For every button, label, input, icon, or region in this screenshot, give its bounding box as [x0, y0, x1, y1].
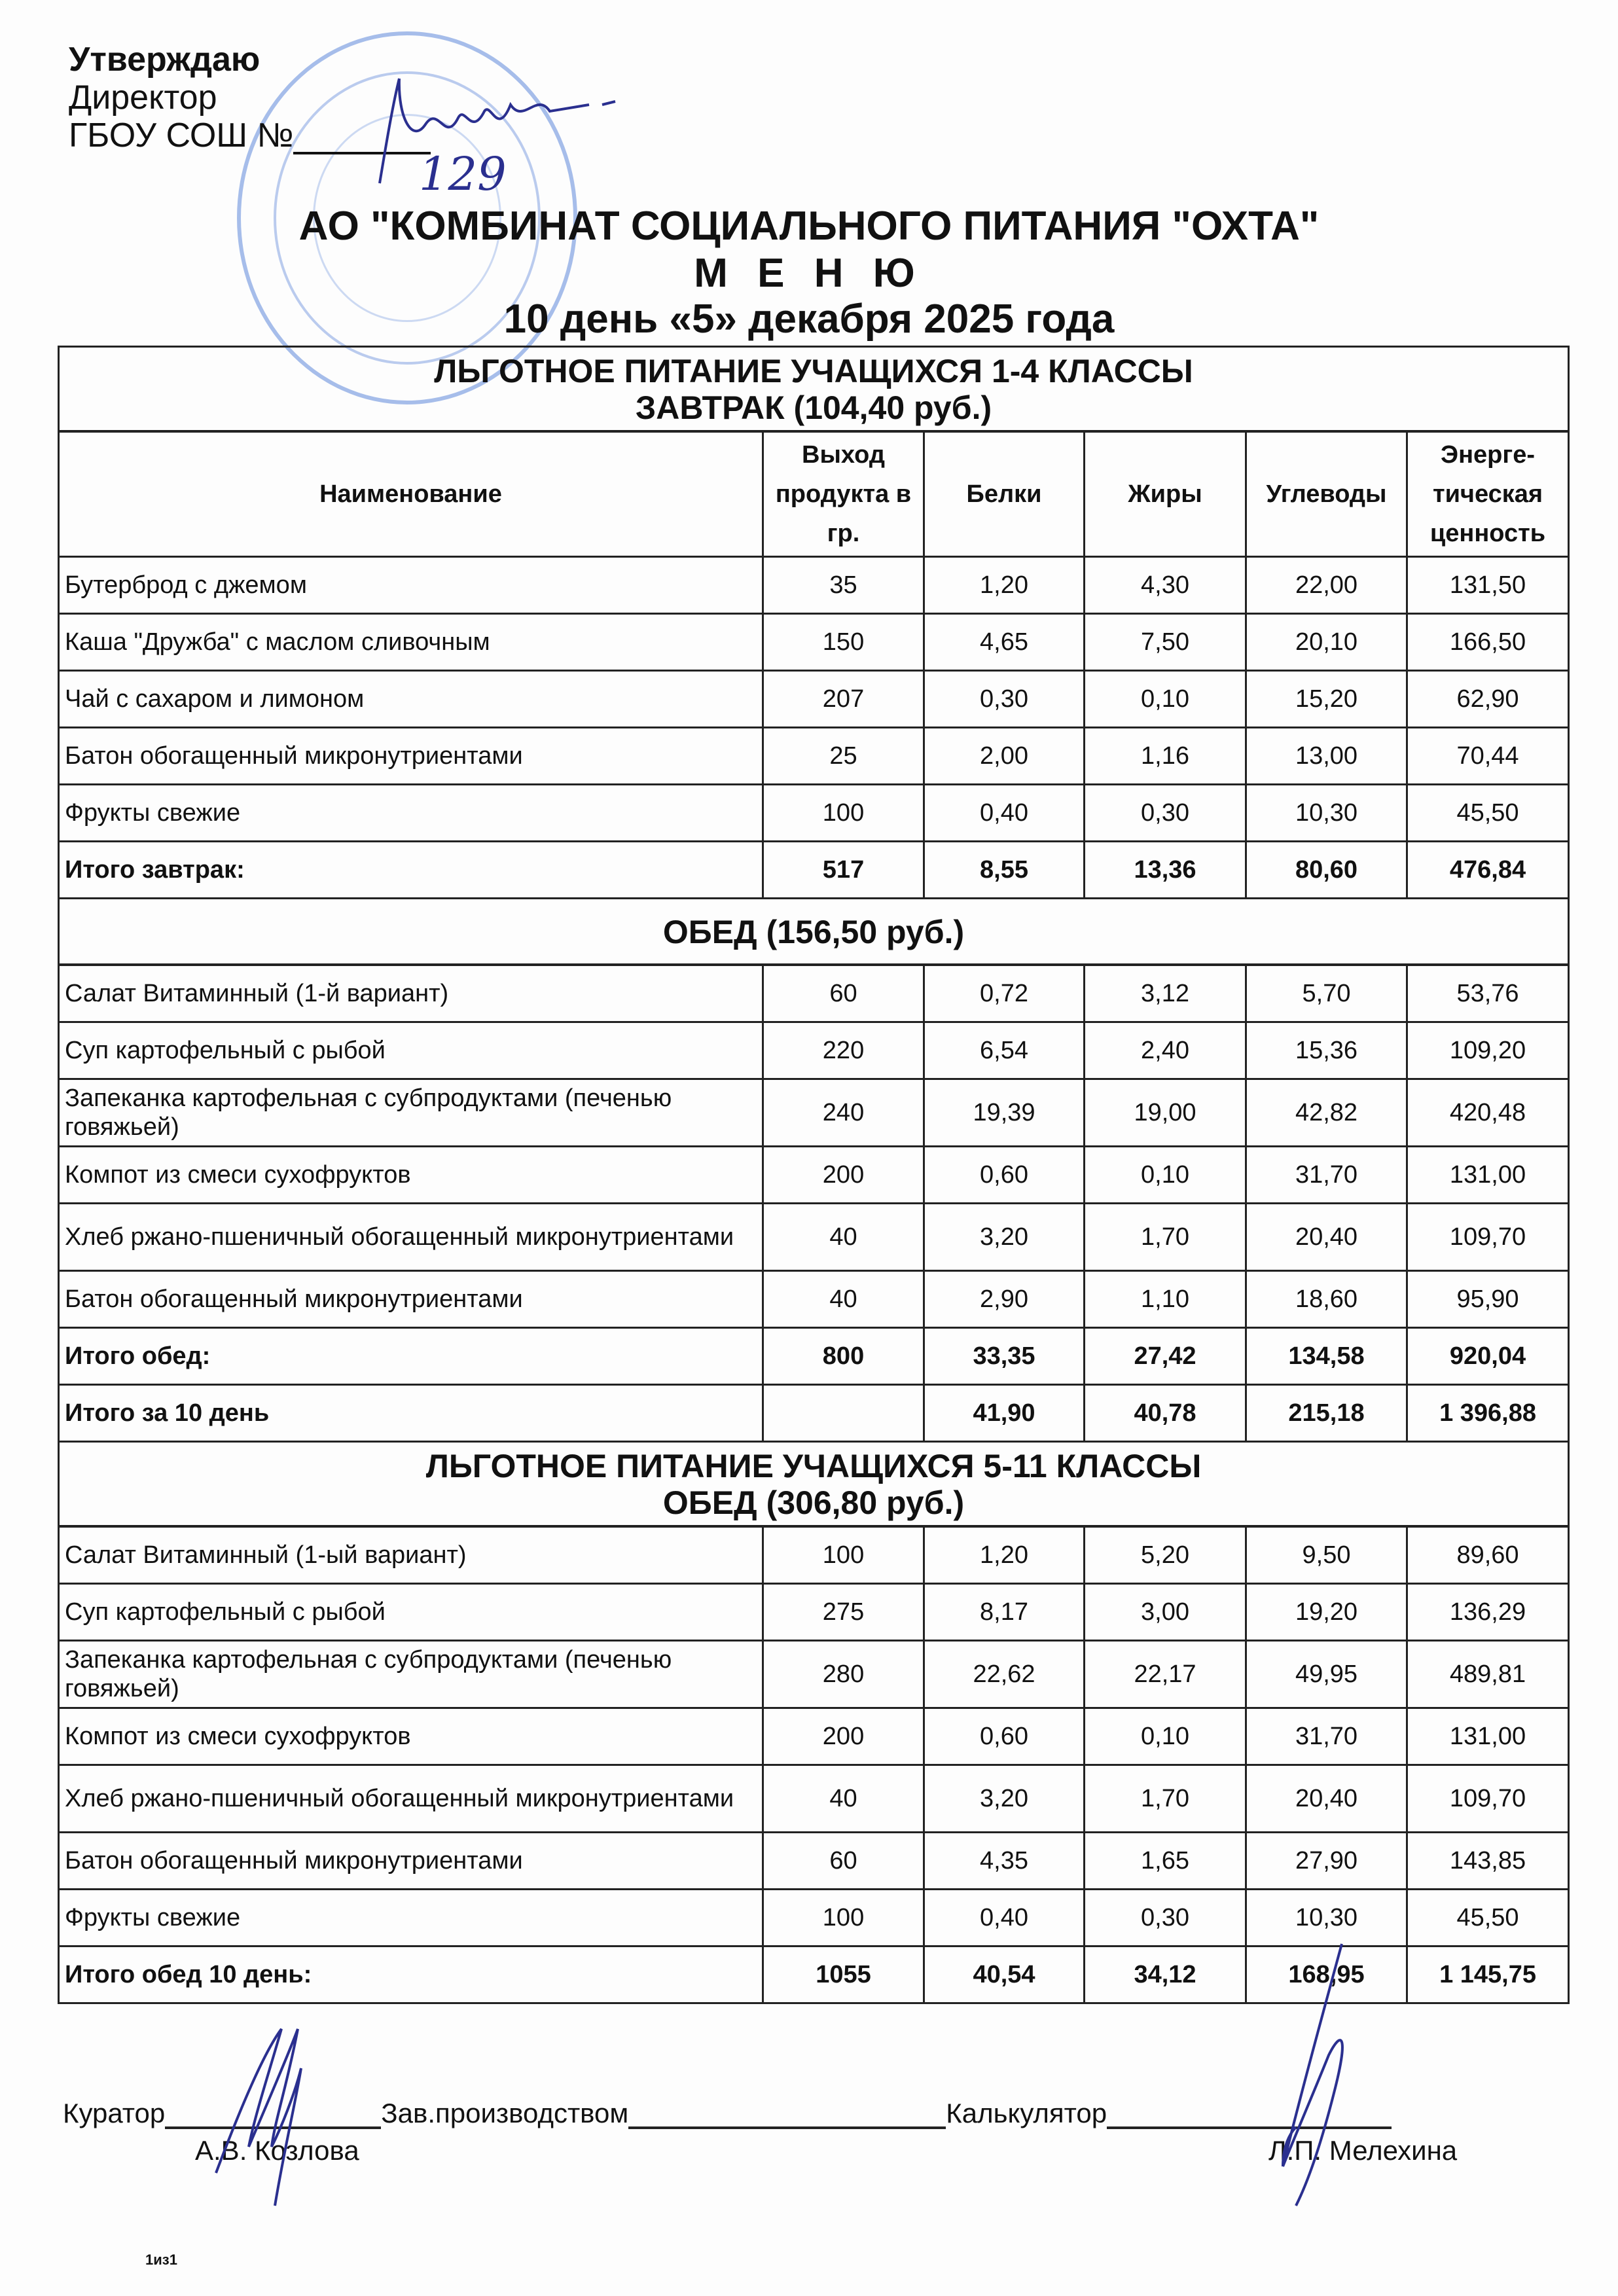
table-row [59, 1584, 1569, 1641]
cell-yield: 275 [763, 1584, 924, 1641]
cell-carbs: 20,40 [1246, 1204, 1407, 1271]
total-row [59, 1328, 1569, 1385]
total-row [59, 842, 1569, 899]
table-row [59, 1204, 1569, 1271]
cell-fat: 22,17 [1085, 1641, 1246, 1708]
cell-yield: 220 [763, 1022, 924, 1079]
cell-energy: 70,44 [1407, 728, 1569, 785]
col-header-protein: Белки [924, 431, 1085, 557]
table-row [59, 614, 1569, 671]
cell-name: Чай с сахаром и лимоном [59, 671, 763, 728]
cell-name: Салат Витаминный (1-ый вариант) [59, 1526, 763, 1584]
cell-yield: 150 [763, 614, 924, 671]
cell-carbs: 5,70 [1246, 965, 1407, 1022]
cell-name: Суп картофельный с рыбой [59, 1584, 763, 1641]
section-header-1-4 [59, 347, 1569, 432]
cell-yield: 517 [763, 842, 924, 899]
date-line: 10 день «5» декабря 2025 года [503, 296, 1115, 342]
cell-yield: 35 [763, 557, 924, 614]
cell-carbs: 19,20 [1246, 1584, 1407, 1641]
table-row [59, 1708, 1569, 1765]
cell-carbs: 10,30 [1246, 1890, 1407, 1946]
cell-name: Батон обогащенный микронутриентами [59, 1833, 763, 1890]
cell-carbs: 134,58 [1246, 1328, 1407, 1385]
director-signature [367, 65, 641, 196]
cell-protein: 0,60 [924, 1147, 1085, 1204]
cell-protein: 6,54 [924, 1022, 1085, 1079]
cell-fat: 1,16 [1085, 728, 1246, 785]
col-header-yield: Выход продукта в гр. [763, 431, 924, 557]
production-signature-line [628, 2100, 946, 2129]
cell-fat: 7,50 [1085, 614, 1246, 671]
cell-carbs: 215,18 [1246, 1385, 1407, 1442]
cell-name: Хлеб ржано-пшеничный обогащенный микронутриентами [59, 1765, 763, 1833]
cell-energy: 109,20 [1407, 1022, 1569, 1079]
cell-carbs: 31,70 [1246, 1147, 1407, 1204]
table-row [59, 1022, 1569, 1079]
cell-carbs: 27,90 [1246, 1833, 1407, 1890]
menu-table [58, 346, 1570, 2004]
cell-name: Компот из смеси сухофруктов [59, 1147, 763, 1204]
meal-header-lunch-1-4 [59, 899, 1569, 965]
cell-protein: 0,40 [924, 785, 1085, 842]
cell-name: Запеканка картофельная с субпродуктами (печенью говяжьей) [59, 1641, 763, 1708]
cell-name: Фрукты свежие [59, 1890, 763, 1946]
cell-yield: 240 [763, 1079, 924, 1147]
cell-fat: 1,70 [1085, 1204, 1246, 1271]
cell-carbs: 168,95 [1246, 1946, 1407, 2003]
cell-energy: 420,48 [1407, 1079, 1569, 1147]
section-title: ЛЬГОТНОЕ ПИТАНИЕ УЧАЩИХСЯ 5-11 КЛАССЫ [425, 1448, 1202, 1484]
table-row [59, 728, 1569, 785]
table-row [59, 965, 1569, 1022]
school-number-handwritten: 129 [419, 147, 507, 196]
page-number: 1из1 [145, 2251, 177, 2268]
cell-fat: 0,30 [1085, 785, 1246, 842]
calculator-signature [1244, 1937, 1388, 2212]
cell-name: Салат Витаминный (1-й вариант) [59, 965, 763, 1022]
cell-name: Итого обед 10 день: [59, 1946, 763, 2003]
cell-energy: 920,04 [1407, 1328, 1569, 1385]
cell-protein: 0,40 [924, 1890, 1085, 1946]
col-header-fat: Жиры [1085, 431, 1246, 557]
cell-energy: 136,29 [1407, 1584, 1569, 1641]
cell-carbs: 13,00 [1246, 728, 1407, 785]
table-row [59, 1833, 1569, 1890]
cell-name: Запеканка картофельная с субпродуктами (печенью говяжьей) [59, 1079, 763, 1147]
cell-protein: 4,65 [924, 614, 1085, 671]
cell-yield: 40 [763, 1204, 924, 1271]
cell-energy: 95,90 [1407, 1271, 1569, 1328]
cell-carbs: 9,50 [1246, 1526, 1407, 1584]
cell-yield: 207 [763, 671, 924, 728]
table-row [59, 1271, 1569, 1328]
cell-yield: 60 [763, 1833, 924, 1890]
cell-fat: 1,70 [1085, 1765, 1246, 1833]
approval-label: Утверждаю [69, 41, 261, 79]
cell-protein: 33,35 [924, 1328, 1085, 1385]
curator-name: А.В. Козлова [195, 2135, 359, 2166]
cell-name: Суп картофельный с рыбой [59, 1022, 763, 1079]
cell-yield: 60 [763, 965, 924, 1022]
table-row [59, 557, 1569, 614]
cell-yield: 200 [763, 1708, 924, 1765]
cell-fat: 0,10 [1085, 671, 1246, 728]
column-headers [59, 431, 1569, 557]
table-row [59, 1641, 1569, 1708]
section-title: ЛЬГОТНОЕ ПИТАНИЕ УЧАЩИХСЯ 1-4 КЛАССЫ [434, 353, 1193, 389]
cell-energy: 1 145,75 [1407, 1946, 1569, 2003]
cell-fat: 13,36 [1085, 842, 1246, 899]
table-row [59, 1526, 1569, 1584]
cell-fat: 27,42 [1085, 1328, 1246, 1385]
col-header-carbs: Углеводы [1246, 431, 1407, 557]
cell-carbs: 18,60 [1246, 1271, 1407, 1328]
col-header-energy: Энерге- тическая ценность [1407, 431, 1569, 557]
cell-fat: 0,10 [1085, 1147, 1246, 1204]
cell-yield: 25 [763, 728, 924, 785]
table-row [59, 785, 1569, 842]
cell-yield: 40 [763, 1765, 924, 1833]
cell-energy: 45,50 [1407, 785, 1569, 842]
cell-name: Батон обогащенный микронутриентами [59, 728, 763, 785]
cell-fat: 3,00 [1085, 1584, 1246, 1641]
cell-fat: 40,78 [1085, 1385, 1246, 1442]
cell-carbs: 22,00 [1246, 557, 1407, 614]
cell-energy: 89,60 [1407, 1526, 1569, 1584]
cell-carbs: 20,10 [1246, 614, 1407, 671]
cell-yield: 40 [763, 1271, 924, 1328]
cell-protein: 3,20 [924, 1765, 1085, 1833]
meal-title-breakfast: ЗАВТРАК (104,40 руб.) [635, 389, 992, 426]
cell-carbs: 42,82 [1246, 1079, 1407, 1147]
director-label: Директор [69, 79, 217, 117]
table-row [59, 1147, 1569, 1204]
cell-protein: 0,30 [924, 671, 1085, 728]
cell-fat: 0,10 [1085, 1708, 1246, 1765]
cell-carbs: 31,70 [1246, 1708, 1407, 1765]
cell-name: Батон обогащенный микронутриентами [59, 1271, 763, 1328]
cell-energy: 131,50 [1407, 557, 1569, 614]
cell-name: Итого завтрак: [59, 842, 763, 899]
cell-energy: 62,90 [1407, 671, 1569, 728]
cell-yield: 100 [763, 785, 924, 842]
cell-fat: 3,12 [1085, 965, 1246, 1022]
cell-energy: 166,50 [1407, 614, 1569, 671]
section-header-5-11 [59, 1442, 1569, 1527]
meal-title-lunch: ОБЕД (156,50 руб.) [662, 914, 965, 950]
cell-name: Бутерброд с джемом [59, 557, 763, 614]
cell-protein: 4,35 [924, 1833, 1085, 1890]
document-title: М Е Н Ю [694, 251, 924, 296]
cell-energy: 109,70 [1407, 1204, 1569, 1271]
curator-signature [209, 2016, 340, 2212]
cell-energy: 131,00 [1407, 1147, 1569, 1204]
cell-yield [763, 1385, 924, 1442]
cell-protein: 0,72 [924, 965, 1085, 1022]
cell-carbs: 15,36 [1246, 1022, 1407, 1079]
cell-energy: 53,76 [1407, 965, 1569, 1022]
cell-yield: 800 [763, 1328, 924, 1385]
table-row [59, 1079, 1569, 1147]
cell-carbs: 15,20 [1246, 671, 1407, 728]
cell-fat: 4,30 [1085, 557, 1246, 614]
cell-yield: 1055 [763, 1946, 924, 2003]
cell-fat: 2,40 [1085, 1022, 1246, 1079]
col-header-name: Наименование [59, 431, 763, 557]
total-row [59, 1385, 1569, 1442]
cell-name: Итого обед: [59, 1328, 763, 1385]
cell-carbs: 20,40 [1246, 1765, 1407, 1833]
cell-energy: 109,70 [1407, 1765, 1569, 1833]
cell-energy: 45,50 [1407, 1890, 1569, 1946]
cell-protein: 41,90 [924, 1385, 1085, 1442]
cell-name: Компот из смеси сухофруктов [59, 1708, 763, 1765]
cell-energy: 143,85 [1407, 1833, 1569, 1890]
cell-carbs: 80,60 [1246, 842, 1407, 899]
cell-energy: 489,81 [1407, 1641, 1569, 1708]
cell-fat: 34,12 [1085, 1946, 1246, 2003]
organization-title: АО "КОМБИНАТ СОЦИАЛЬНОГО ПИТАНИЯ "ОХТА" [298, 204, 1320, 249]
cell-protein: 22,62 [924, 1641, 1085, 1708]
cell-protein: 8,55 [924, 842, 1085, 899]
cell-yield: 200 [763, 1147, 924, 1204]
cell-carbs: 10,30 [1246, 785, 1407, 842]
cell-name: Хлеб ржано-пшеничный обогащенный микронутриентами [59, 1204, 763, 1271]
school-label: ГБОУ СОШ № [69, 117, 294, 154]
cell-energy: 476,84 [1407, 842, 1569, 899]
cell-yield: 280 [763, 1641, 924, 1708]
cell-protein: 2,90 [924, 1271, 1085, 1328]
cell-name: Итого за 10 день [59, 1385, 763, 1442]
cell-fat: 0,30 [1085, 1890, 1246, 1946]
cell-fat: 5,20 [1085, 1526, 1246, 1584]
cell-fat: 1,65 [1085, 1833, 1246, 1890]
production-label: Зав.производством [381, 2098, 629, 2128]
cell-name: Фрукты свежие [59, 785, 763, 842]
cell-energy: 1 396,88 [1407, 1385, 1569, 1442]
cell-protein: 2,00 [924, 728, 1085, 785]
cell-protein: 1,20 [924, 1526, 1085, 1584]
cell-fat: 1,10 [1085, 1271, 1246, 1328]
cell-yield: 100 [763, 1526, 924, 1584]
cell-protein: 8,17 [924, 1584, 1085, 1641]
cell-protein: 3,20 [924, 1204, 1085, 1271]
cell-name: Каша "Дружба" с маслом сливочным [59, 614, 763, 671]
cell-protein: 40,54 [924, 1946, 1085, 2003]
table-row [59, 671, 1569, 728]
calculator-label: Калькулятор [946, 2098, 1107, 2128]
calculator-name: Л.П. Мелехина [1268, 2135, 1458, 2166]
curator-label: Куратор [63, 2098, 166, 2128]
cell-yield: 100 [763, 1890, 924, 1946]
table-row [59, 1765, 1569, 1833]
cell-protein: 1,20 [924, 557, 1085, 614]
cell-fat: 19,00 [1085, 1079, 1246, 1147]
cell-carbs: 49,95 [1246, 1641, 1407, 1708]
cell-energy: 131,00 [1407, 1708, 1569, 1765]
cell-protein: 19,39 [924, 1079, 1085, 1147]
meal-title-lunch: ОБЕД (306,80 руб.) [662, 1484, 965, 1521]
cell-protein: 0,60 [924, 1708, 1085, 1765]
